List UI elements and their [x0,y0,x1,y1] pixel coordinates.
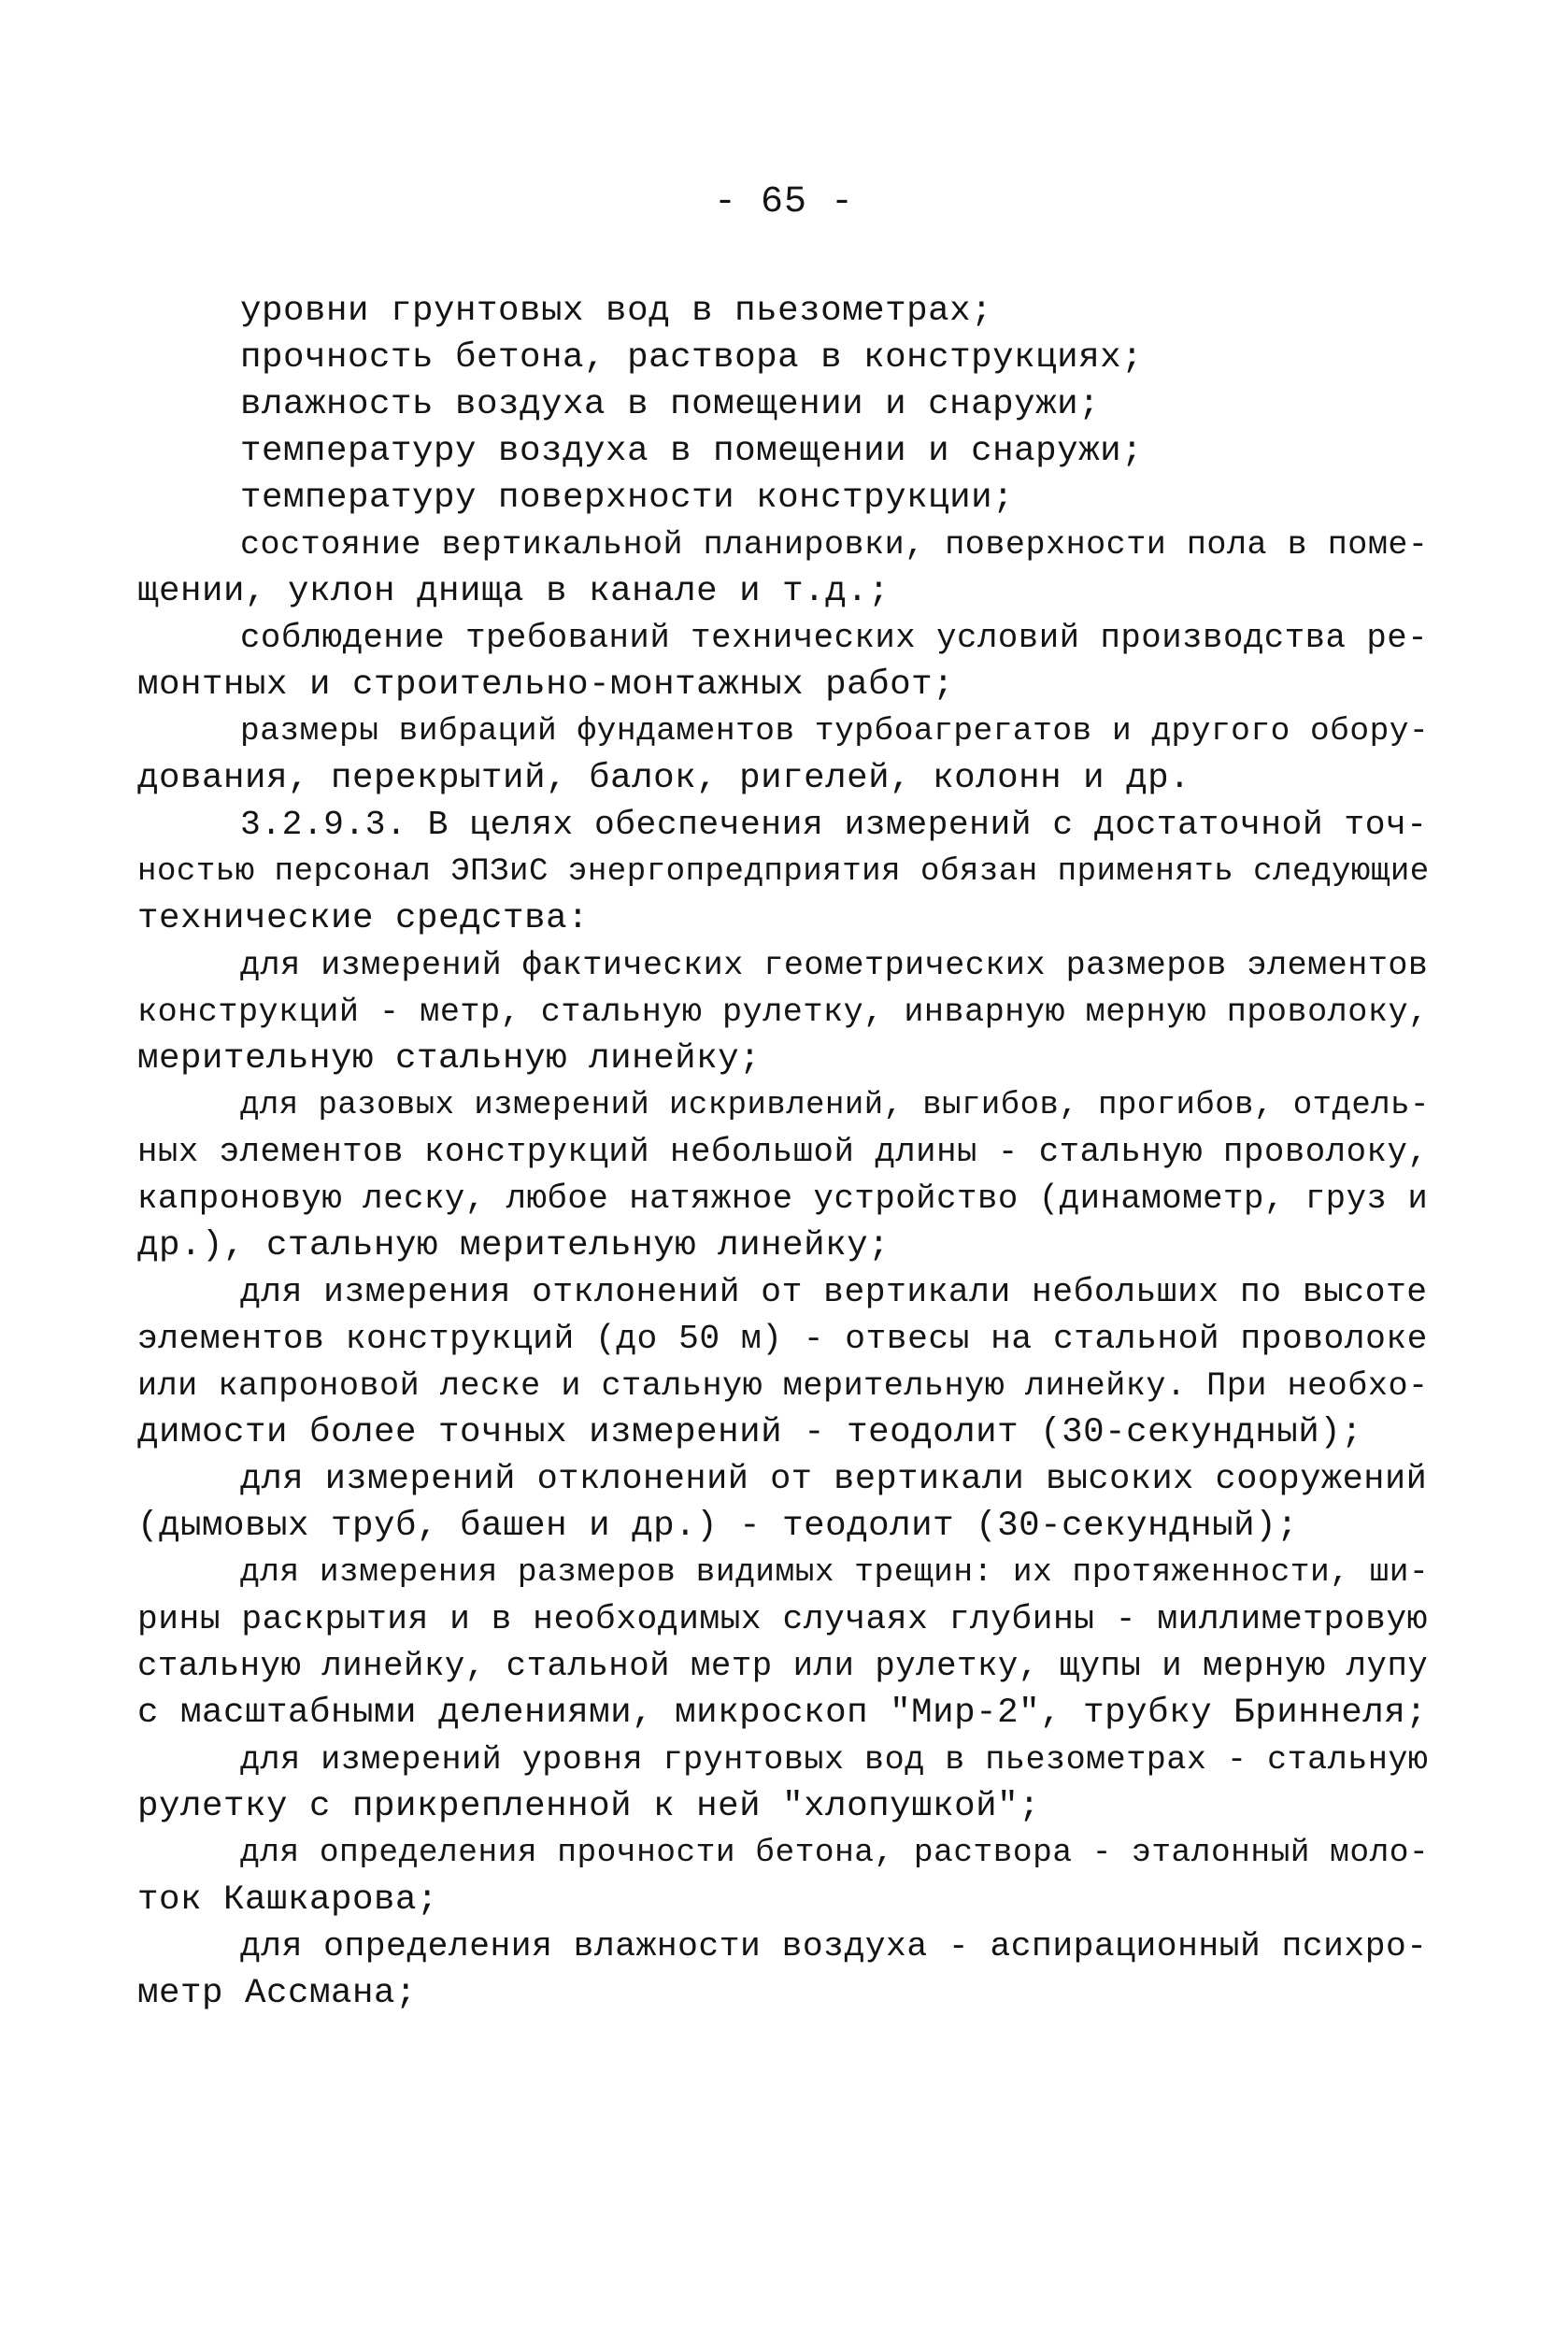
text-line: 3.2.9.3. В целях обеспечения измерений с достаточной точ- [240,806,1428,844]
text-line: ток Кашкарова; [137,1880,439,1920]
text-line: температуру поверхности конструкции; [240,479,1015,518]
text-line: рулетку с прикрепленной к ней "хлопушкой"; [137,1787,1041,1826]
text-line: для измерений отклонений от вертикали высоких сооружений [240,1460,1428,1499]
text-line: монтных и строительно-монтажных работ; [137,665,955,705]
text-line: температуру воздуха в помещении и снаружи; [240,432,1144,471]
text-line: для разовых измерений искривлений, выгибов, прогибов, отдель- [240,1088,1430,1123]
text-line: с масштабными делениями, микроскоп "Мир-2", трубку Бриннеля; [137,1694,1428,1733]
text-line: рины раскрытия и в необходимых случаях глубины - миллиметровую [137,1600,1428,1638]
text-line: конструкций - метр, стальную рулетку, инварную мерную проволоку, [137,993,1429,1031]
page-number: - 65 - [713,181,855,223]
text-line: уровни грунтовых вод в пьезометрах; [240,292,993,331]
text-line: метр Ассмана; [137,1974,418,2013]
text-line: для измерения отклонений от вертикали небольших по высоте [240,1273,1428,1311]
text-line: ностью персонал ЭПЗиС энергопредприятия обязан применять следующие [137,854,1430,890]
text-line: капроновую леску, любое натяжное устройство (динамометр, груз и [137,1179,1429,1218]
text-line: щении, уклон днища в канале и т.д.; [137,572,891,611]
text-line: дования, перекрытий, балок, ригелей, колонн и др. [137,759,1191,798]
text-line: элементов конструкций (до 50 м) - отвесы на стальной проволоке [137,1320,1428,1358]
text-line: для измерения размеров видимых трещин: их протяженности, ши- [240,1554,1430,1591]
text-line: (дымовых труб, башен и др.) - теодолит (30-секундный); [137,1507,1299,1546]
text-line: технические средства: [137,899,590,938]
text-line: димости более точных измерений - теодолит (30-секундный); [137,1413,1363,1452]
text-line: или капроновой леске и стальную мерительную линейку. При необхо- [137,1367,1429,1405]
text-line: влажность воздуха в помещении и снаружи; [240,385,1101,424]
body-text [137,288,1430,2017]
text-line: для определения прочности бетона, раствора - эталонный моло- [240,1835,1430,1871]
text-line: др.), стальную мерительную линейку; [137,1226,891,1265]
text-line: прочность бетона, раствора в конструкциях; [240,338,1144,378]
text-line: размеры вибраций фундаментов турбоагрегатов и другого обору- [240,713,1430,750]
text-line: стальную линейку, стальной метр или рулетку, щупы и мерную лупу [137,1647,1429,1685]
text-line: состояние вертикальной планировки, поверхности пола в поме- [240,526,1429,564]
text-line: мерительную стальную линейку; [137,1039,762,1079]
text-line: для измерений фактических геометрических размеров элементов [240,947,1429,984]
text-line: соблюдение требований технических условий производства ре- [240,619,1429,657]
text-line: для измерений уровня грунтовых вод в пьезометрах - стальную [240,1741,1429,1779]
text-line: ных элементов конструкций небольшой длины - стальную проволоку, [137,1133,1429,1171]
text-line: для определения влажности воздуха - аспирационный психро- [240,1927,1428,1965]
